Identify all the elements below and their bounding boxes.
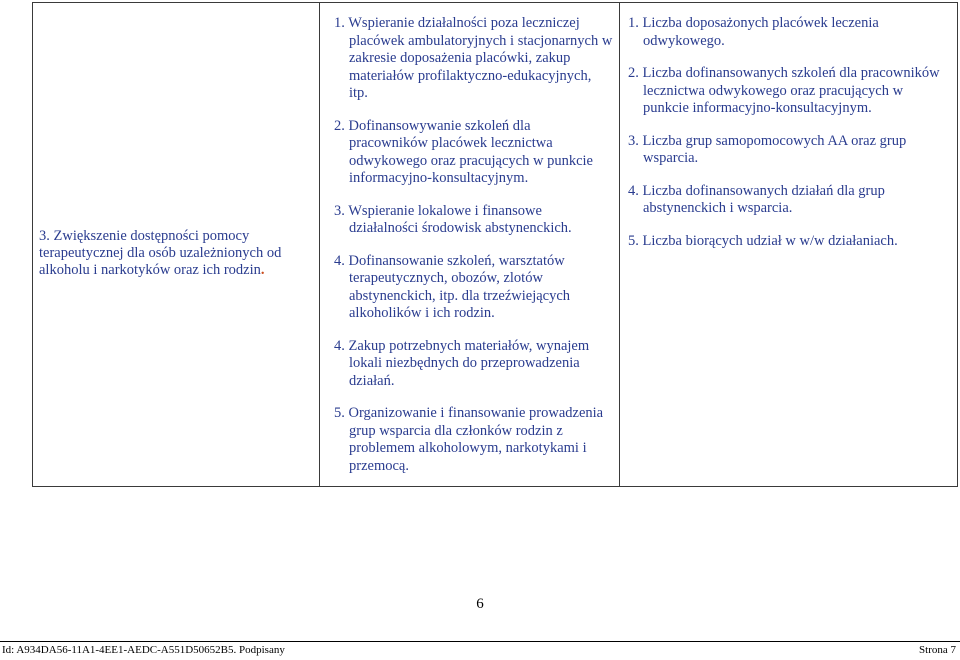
program-table	[32, 2, 958, 487]
tasks-cell	[320, 3, 620, 486]
indicator-text: Liczba dofinansowanych szkoleń dla pracowników lecznictwa odwykowego oraz pracujących w punkcie informacyjno-konsultacyjnym.	[642, 65, 940, 116]
footer-page-label: Strona 7	[919, 644, 956, 656]
page-number: 6	[476, 596, 484, 612]
task-text: Organizowanie i finansowanie prowadzenia grup wsparcia dla członków rodzin z problemem alkoholowym, narkotykami i przemocą.	[348, 405, 604, 474]
indicator-number: 5.	[628, 232, 639, 249]
task-number: 2.	[334, 117, 345, 134]
task-number: 3.	[334, 202, 345, 219]
task-number: 5.	[334, 405, 345, 421]
indicator-text: Liczba grup samopomocowych AA oraz grup wsparcia.	[642, 132, 907, 166]
goal-cell	[33, 3, 320, 486]
task-text: Dofinansowanie szkoleń, warsztatów terapeutycznych, obozów, zlotów abstynenckich, itp. dla trzeźwiejących alkoholików i ich rodzin.	[348, 252, 571, 321]
task-item	[334, 338, 613, 391]
indicator-number: 4.	[628, 182, 639, 199]
indicator-number: 2.	[628, 65, 639, 81]
task-number: 4.	[334, 337, 345, 354]
task-item	[334, 253, 613, 323]
indicator-number: 3.	[628, 132, 639, 149]
indicator-item	[628, 133, 951, 168]
indicator-text: Liczba doposażonych placówek leczenia odwykowego.	[642, 15, 879, 49]
indicator-item	[628, 15, 951, 50]
indicator-item	[628, 65, 951, 118]
footer-divider	[0, 641, 960, 642]
footer-document-id: Id: A934DA56-11A1-4EE1-AEDC-A551D50652B5. Podpisany	[2, 644, 285, 656]
indicator-text: Liczba dofinansowanych działań dla grup abstynenckich i wsparcia.	[642, 182, 885, 216]
task-number: 4.	[334, 252, 345, 269]
goal-label: 3. Zwiększenie dostępności pomocy terapeutycznej dla osób uzależnionych od alkoholu i narkotyków oraz ich rodzin	[39, 228, 282, 278]
task-item	[334, 118, 613, 188]
task-item	[334, 15, 613, 103]
indicator-text: Liczba biorących udział w w/w działaniach.	[642, 232, 898, 249]
task-text: Wspieranie lokalowe i finansowe działalności środowisk abstynenckich.	[348, 202, 572, 236]
goal-trailing-dot: .	[260, 262, 265, 278]
goal-text	[39, 228, 319, 279]
task-item	[334, 203, 613, 238]
indicators-cell	[620, 3, 957, 486]
task-text: Zakup potrzebnych materiałów, wynajem lokali niezbędnych do przeprowadzenia działań.	[348, 337, 590, 389]
indicator-number: 1.	[628, 15, 639, 31]
task-text: Wspieranie działalności poza leczniczej placówek ambulatoryjnych i stacjonarnych w zakresie doposażenia placówki, zakup materiałów profilaktyczno-edukacyjnych, itp.	[348, 15, 613, 101]
indicator-item	[628, 233, 951, 251]
indicator-item	[628, 183, 951, 218]
task-item	[334, 405, 613, 475]
task-text: Dofinansowywanie szkoleń dla pracowników placówek lecznictwa odwykowego oraz pracujących w punkcie informacyjno-konsultacyjnym.	[348, 117, 593, 186]
task-number: 1.	[334, 15, 345, 31]
